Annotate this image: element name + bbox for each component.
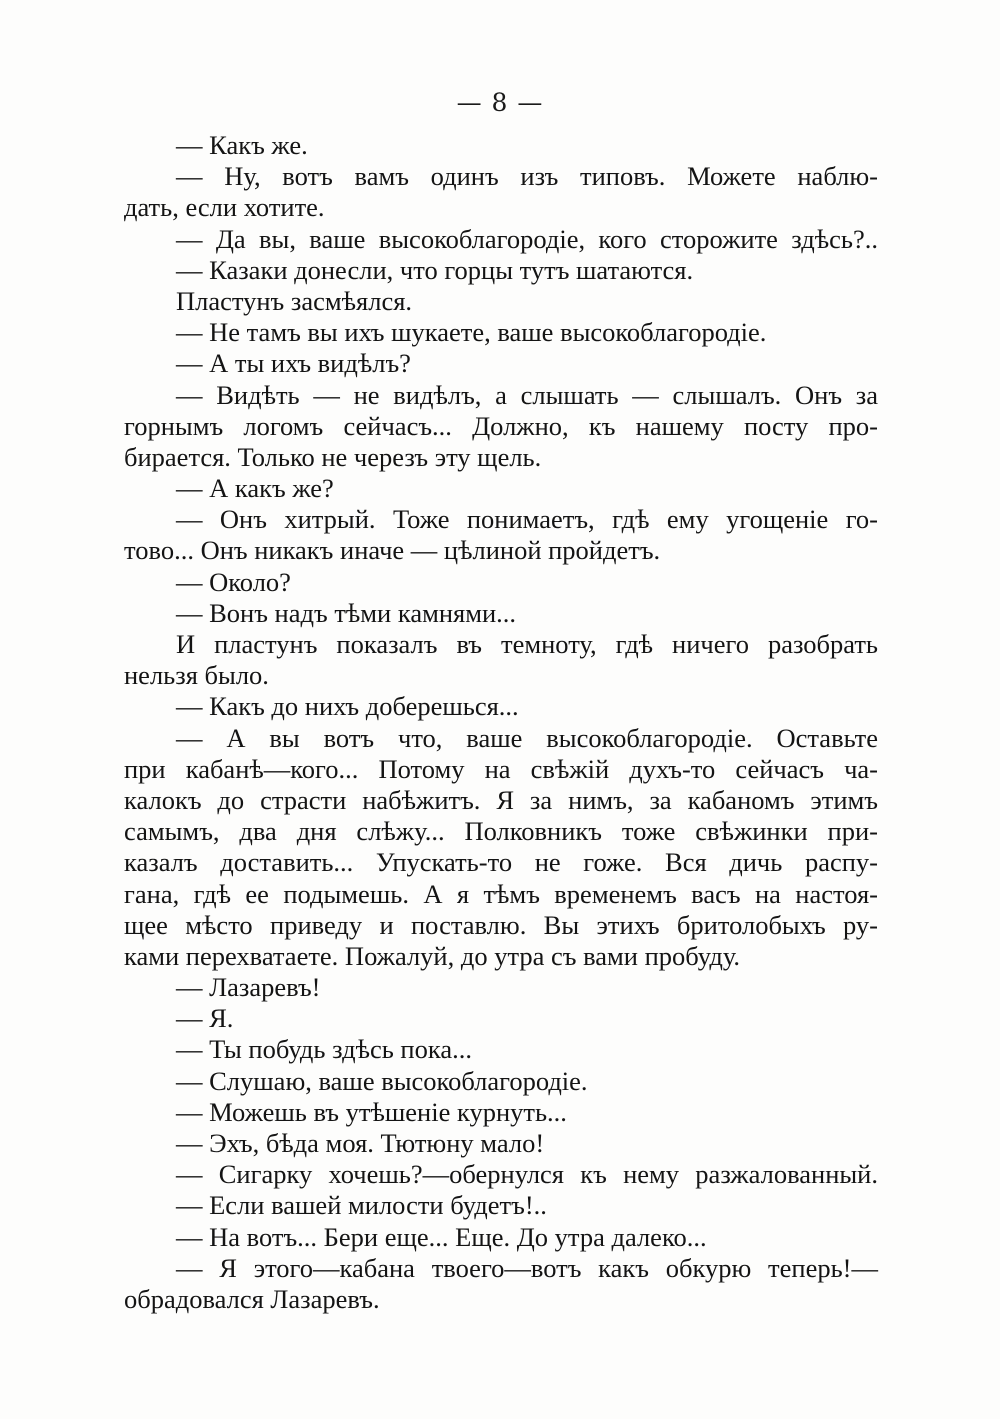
text-line: — Казаки донесли, что горцы тутъ шатаются. [176,254,694,285]
text-line: — Если вашей милости будетъ!.. [176,1190,547,1221]
text-line: казалъ доставить... Упускать-то не гоже. Вся дичь распу- [124,847,878,878]
text-line: ками перехватаете. Пожалуй, до утра съ вами пробуду. [124,940,741,971]
text-line: И пластунъ показалъ въ темноту, гдѣ ничего разобрать [176,629,878,659]
text-line: нельзя было. [124,660,269,691]
text-line: — Видѣть — не видѣлъ, а слышать — слышалъ. Онъ за [176,379,878,410]
text-line: — Лазаревъ! [176,972,321,1003]
text-line: — Ты побудь здѣсь пока... [176,1034,472,1065]
text-line: — Можешь въ утѣшеніе курнуть... [176,1096,567,1127]
text-line: — Да вы, ваше высокоблагородіе, кого сторожите здѣсь?.. [176,223,878,254]
text-line: — На вотъ... Бери еще... Еще. До утра далеко... [176,1221,707,1252]
text-line: щее мѣсто приведу и поставлю. Вы этихъ бритолобыхъ ру- [124,909,878,940]
text-line: самымъ, два дня слѣжу... Полковникъ тоже свѣжинки при- [124,816,878,847]
text-line: — Я этого—кабана твоего—вотъ какъ обкурю теперь!— [176,1252,878,1283]
text-line: горнымъ логомъ сейчасъ... Должно, къ нашему посту про- [124,410,878,441]
text-line: тово... Онъ никакъ иначе — цѣлиной пройдетъ. [124,535,661,566]
text-line: — Слушаю, ваше высокоблагородіе. [176,1065,588,1096]
text-line: — Не тамъ вы ихъ шукаете, ваше высокоблагородіе. [176,317,767,348]
text-line: — Около? [176,566,291,597]
text-line: дать, если хотите. [124,192,325,223]
text-line: — Я. [176,1003,234,1034]
text-line: — Сигарку хочешь?—обернулся къ нему разжалованный. [176,1159,878,1190]
text-line: гана, гдѣ ее подымешь. А я тѣмъ временемъ васъ на настоя- [124,878,878,909]
text-line: обрадовался Лазаревъ. [124,1283,380,1314]
text-line: — Какъ же. [176,130,308,160]
text-line: — Эхъ, бѣда моя. Тютюну мало! [176,1128,545,1158]
text-line: — А вы вотъ что, ваше высокоблагородіе. Оставьте [176,722,878,753]
text-line: бирается. Только не черезъ эту щель. [124,441,542,472]
text-line: — Вонъ надъ тѣми камнями... [176,597,517,628]
text-line: — Ну, вотъ вамъ одинъ изъ типовъ. Можете наблю- [176,161,878,192]
text-line: при кабанѣ—кого... Потому на свѣжій духъ-то сейчасъ ча- [124,753,878,784]
text-line: Пластунъ засмѣялся. [176,285,413,316]
page-number: — 8 — [456,88,544,117]
text-line: калокъ до страсти набѣжитъ. Я за нимъ, за кабаномъ этимъ [124,784,878,815]
page-text [124,130,878,1315]
text-line: — А какъ же? [176,473,334,504]
text-line: — Какъ до нихъ доберешься... [176,691,519,722]
text-line: — А ты ихъ видѣлъ? [176,348,411,379]
text-line: — Онъ хитрый. Тоже понимаетъ, гдѣ ему угощеніе го- [176,504,878,535]
